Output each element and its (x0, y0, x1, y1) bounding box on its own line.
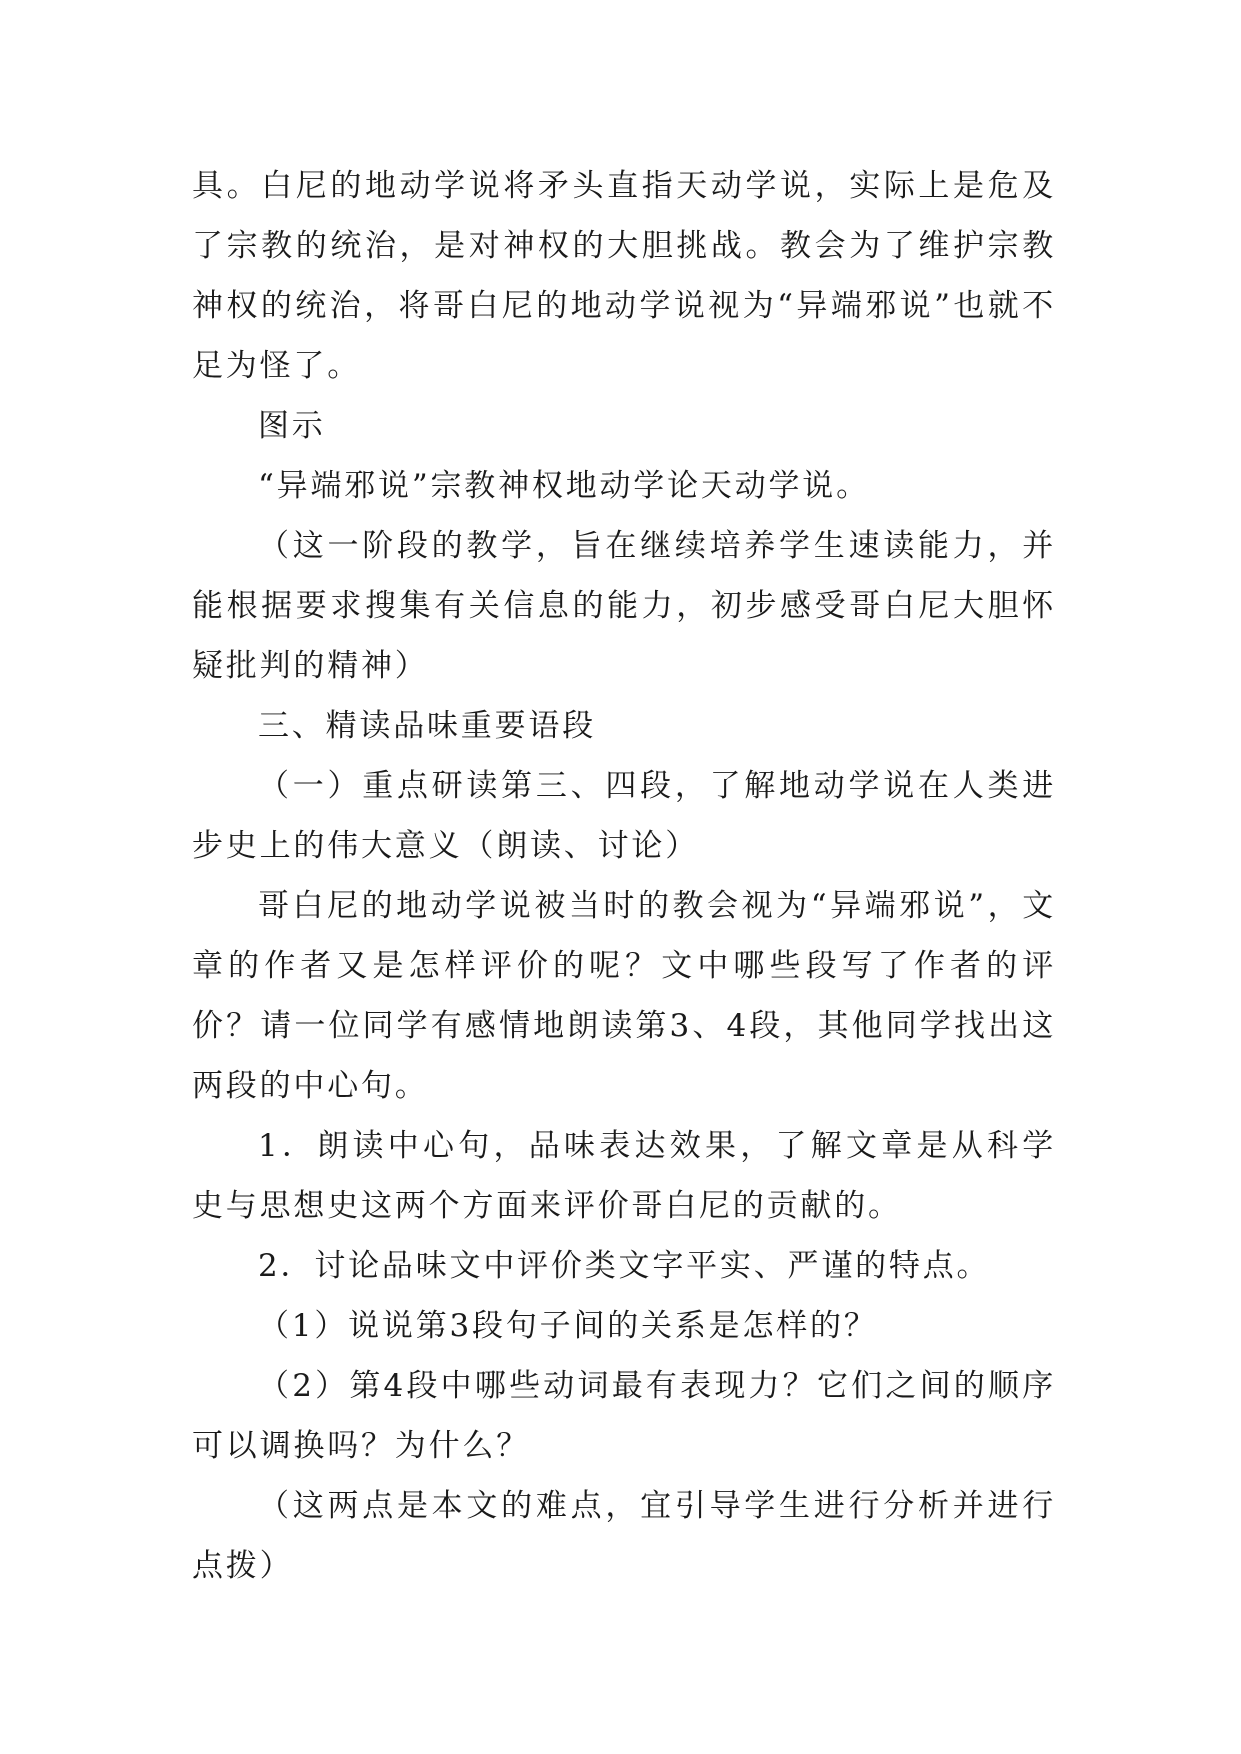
list-item: 1．朗读中心句，品味表达效果，了解文章是从科学史与思想史这两个方面来评价哥白尼的贡献的。 (192, 1128, 1056, 1224)
sub-list-item: （1）说说第3段句子间的关系是怎样的？ (258, 1308, 878, 1344)
paragraph-teaching-note: （这一阶段的教学，旨在继续培养学生速读能力，并能根据要求搜集有关信息的能力，初步感受哥白尼大胆怀疑批判的精神） (192, 528, 1056, 684)
paragraph-diagram-label: 图示 (258, 408, 326, 444)
document-body (192, 156, 1056, 1596)
section-heading: 三、精读品味重要语段 (258, 708, 596, 744)
subsection-heading: （一）重点研读第三、四段，了解地动学说在人类进步史上的伟大意义（朗读、讨论） (192, 768, 1056, 864)
list-item: 2．讨论品味文中评价类文字平实、严谨的特点。 (258, 1248, 991, 1284)
sub-list-item: （2）第4段中哪些动词最有表现力？它们之间的顺序可以调换吗？为什么？ (192, 1368, 1056, 1464)
paragraph-teaching-note: （这两点是本文的难点，宜引导学生进行分析并进行点拨） (192, 1488, 1056, 1584)
paragraph-continuation: 具。白尼的地动学说将矛头直指天动学说，实际上是危及了宗教的统治，是对神权的大胆挑战。教会为了维护宗教神权的统治，将哥白尼的地动学说视为“异端邪说”也就不足为怪了。 (192, 168, 1056, 384)
paragraph-diagram-content: “异端邪说”宗教神权地动学论天动学说。 (258, 468, 870, 504)
paragraph-question: 哥白尼的地动学说被当时的教会视为“异端邪说”，文章的作者又是怎样评价的呢？文中哪些段写了作者的评价？请一位同学有感情地朗读第3、4段，其他同学找出这两段的中心句。 (192, 888, 1056, 1104)
